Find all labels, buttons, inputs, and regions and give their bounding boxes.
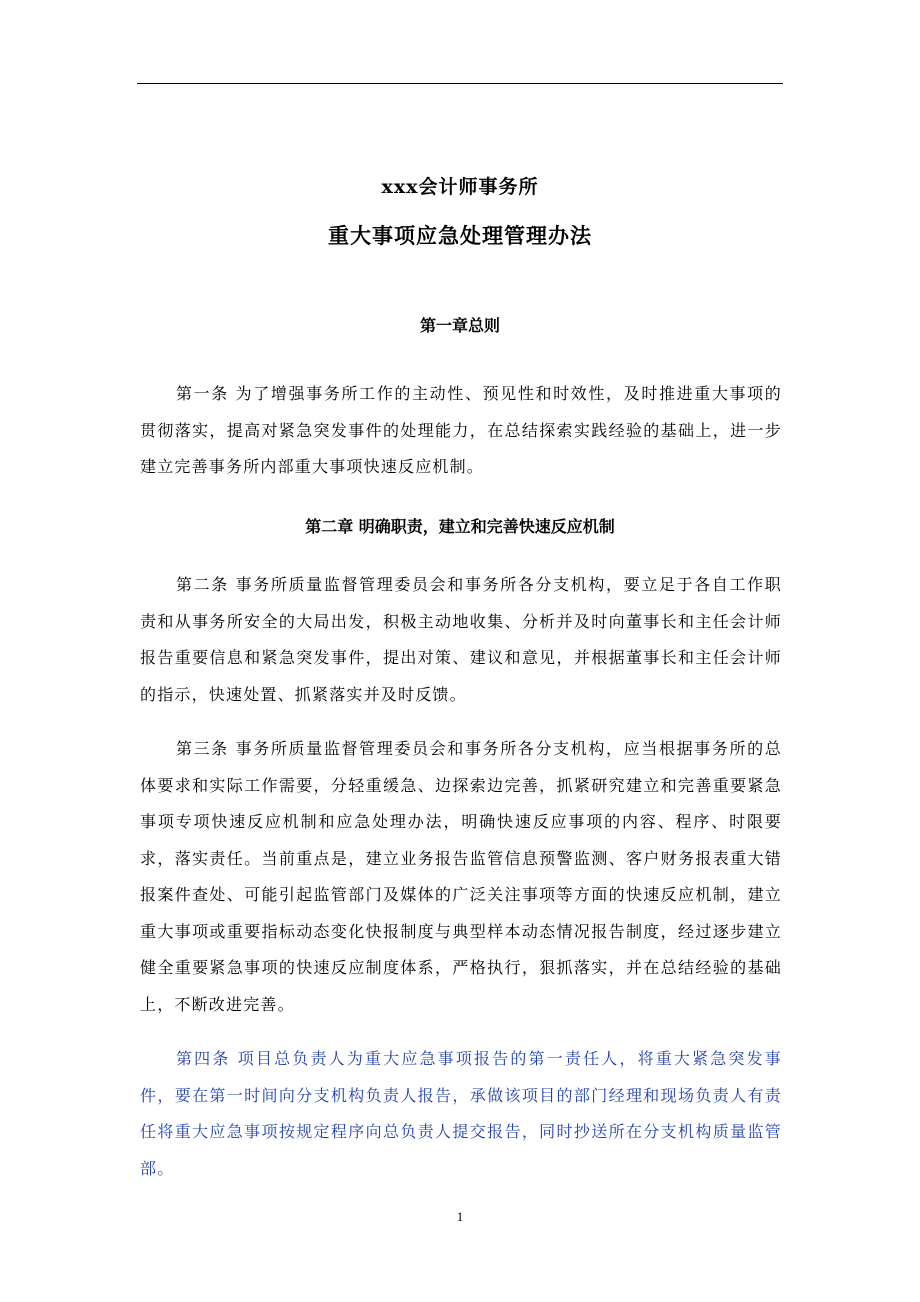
document-title: 重大事项应急处理管理办法	[328, 223, 592, 248]
page-number: 1	[456, 1209, 464, 1224]
organization-title: xxx会计师事务所	[381, 176, 539, 198]
chapter-1-heading: 第一章总则	[419, 316, 500, 335]
chapter-2-heading: 第二章 明确职责，建立和完善快速反应机制	[305, 517, 615, 536]
header-rule	[137, 83, 783, 84]
article-1: 第一条 为了增强事务所工作的主动性、预见性和时效性，及时推进重大事项的贯彻落实，提高对紧急突发事件的处理能力，在总结探索实践经验的基础上，进一步建立完善事务所内部重大事项快速反应机制。	[140, 384, 782, 476]
article-4: 第四条 项目总负责人为重大应急事项报告的第一责任人，将重大紧急突发事件，要在第一时间向分支机构负责人报告，承做该项目的部门经理和现场负责人有责任将重大应急事项按规定程序向总负责人提交报告，同时抄送所在分支机构质量监管部。	[140, 1049, 782, 1178]
article-3: 第三条 事务所质量监督管理委员会和事务所各分支机构，应当根据事务所的总体要求和实际工作需要，分轻重缓急、边探索边完善，抓紧研究建立和完善重要紧急事项专项快速反应机制和应急处理办法，明确快速反应事项的内容、程序、时限要求，落实责任。当前重点是，建立业务报告监管信息预警监测、客户财务报表重大错报案件查处、可能引起监管部门及媒体的广泛关注事项等方面的快速反应机制，建立重大事项或重要指标动态变化快报制度与典型样本动态情况报告制度，经过逐步建立健全重要紧急事项的快速反应制度体系，严格执行，狠抓落实，并在总结经验的基础上，不断改进完善。	[140, 739, 782, 1014]
article-2: 第二条 事务所质量监督管理委员会和事务所各分支机构，要立足于各自工作职责和从事务所安全的大局出发，积极主动地收集、分析并及时向董事长和主任会计师报告重要信息和紧急突发事件，提出对策、建议和意见，并根据董事长和主任会计师的指示，快速处置、抓紧落实并及时反馈。	[140, 575, 782, 704]
